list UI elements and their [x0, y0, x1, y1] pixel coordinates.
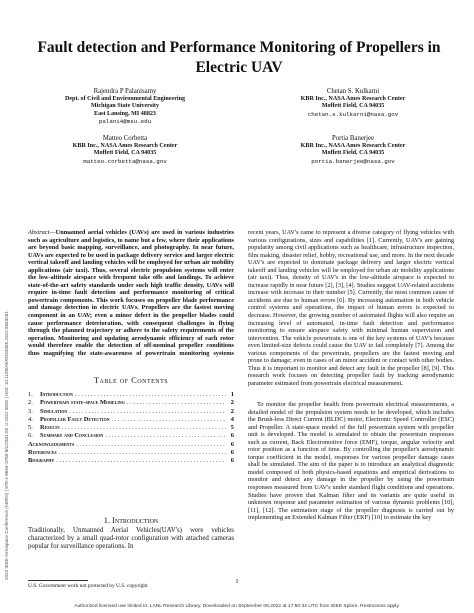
author-email[interactable]: palani4@msu.edu	[98, 118, 152, 125]
body-paragraph: To monitor the propeller health from powertrain electrical measurements, a detailed model of the propulsion system needs to be developed, which includes the Brush-less Direct Current (BLDC) motor, Electronic Speed Controller (ESC) and Propeller. A state-space model of the full powertrain system with propeller unit is developed. The model is simulated to obtain the powertrain responses such as current, Back Electromotive force (EMF), torque, angular velocity and rotor position as a function of time. By controlling the propeller's aerodynamic torque coefficient in the model, responses for various propeller damage cases shall be simulated. The aim of the paper is to introduce an analytical diagnostic model composed of both physics-based equations and empirical derivations to monitor and detect any damage in the propeller by using the powertrain responses measured from UAV's under standard flight conditions and operations. Studies have proven that Kalman filter and its variants are quite useful in unknown response and parameter estimation of various dynamic problems [10], [11], [12]. The estimation stage of the propeller diagnosis is carried out by implementing an Extended Kalman Filter (EKF) [10] to estimate the key	[248, 401, 454, 522]
toc-item-label: Powertrain state-space Modeling	[40, 399, 125, 407]
toc-item-number: 5.	[28, 424, 33, 431]
body-paragraph-block	[248, 401, 454, 575]
abstract	[28, 229, 234, 357]
toc-item-number: 1.	[28, 391, 33, 398]
author-affiliation-line: East Lansing, MI 48823	[94, 110, 156, 117]
abstract-label: Abstract	[28, 229, 50, 236]
toc-item-page: 6	[230, 448, 234, 456]
author-affiliation-line: KBR Inc., NASA Ames Research Center	[300, 142, 406, 149]
footnote-divider	[28, 580, 88, 581]
toc-item-label: Summary and Conclusion	[40, 432, 104, 440]
toc-leader-dots	[59, 449, 226, 457]
toc-item-number: 2.	[28, 399, 33, 407]
body-paragraph: recent years, UAV's came to represent a diverse category of flying vehicles with various configurations, sizes and capabilities [1]. Currently, UAV's are gaining popularity among civil applications such as healthcare, infrastructure inspection, film making, disaster relief, hobby, recreational use, and more. In the next decade UAV's are expected to dominate package delivery and larger electric vertical takeoff and landing vehicles will be employed for urban air mobility applications (air taxi). Thus, density of UAV's in the low-altitude airspace is expected to increase rapidly in near future [2], [3], [4]. Studies suggest UAV-related accidents increase with increase in their number [5]. Currently, the most common cause of accidents are due to human errors [6]. By increasing automation in both vehicle control systems and operations, the impact of human errors is expected to decrease. However, the growing number of automated flights will also require an increasing level of automated, in-time fault detection and performance monitoring to ensure airspace safety with minimal human supervision and intervention. The vehicle powertrain is one of the key systems of UAV's because even limited-size defects could cause the UAV to fail completely [7]. Among the various components of the powertrain, propellers are the fastest moving and prone to damage; even in cases of an minor accident or contact with other bodies. Thus it is important to monitor and detect any fault in the propeller [8], [9]. This research work focuses on detecting propeller fault by tracking aerodynamic parameter estimated from powertrain electrical measurement.	[248, 229, 454, 387]
toc-leader-dots	[62, 424, 226, 432]
toc-item-page: 5	[230, 424, 234, 431]
author-email[interactable]: portia.banerjee@nasa.gov	[311, 157, 395, 165]
introduction-text: Traditionally, Unmanned Aerial Vehicles(UAV's) were vehicles characterized by a small quad-rotor configuration with attached cameras popular for surveillance operations. In	[28, 527, 234, 551]
toc-item-page: 2	[230, 407, 234, 415]
author-name: Matteo Corbetta	[102, 135, 148, 142]
author-block	[253, 88, 453, 118]
author-block	[25, 135, 225, 165]
toc-item-number: 3.	[28, 407, 33, 415]
toc-title: Table of Contents	[93, 375, 169, 385]
side-identifier: 2022 IEEE Aerospace Conference (AERO) | 978-1-6654-3760-8/22/$31.00 ©2022 IEEE | DOI: 10.1109/AERO53065.2022.9843261	[4, 311, 9, 580]
copyright-footnote: U.S. Government work not protected by U.S. copyright	[28, 583, 148, 589]
author-affiliation-line: KBR Inc., NASA Ames Research Center	[300, 95, 406, 102]
toc-item-number: 4.	[28, 415, 33, 423]
toc-item[interactable]	[28, 441, 234, 449]
toc-leader-dots	[127, 399, 226, 407]
toc-item-label: Acknowledgments	[28, 440, 75, 448]
toc-leader-dots	[56, 457, 226, 465]
toc-leader-dots	[105, 432, 226, 440]
author-email[interactable]: chetan.s.kulkarni@nasa.gov	[307, 110, 399, 118]
toc-item[interactable]	[28, 416, 234, 424]
author-name: Chetan S. Kulkarni	[326, 88, 380, 95]
toc-item[interactable]	[28, 399, 234, 407]
abstract-dash: —	[49, 229, 56, 236]
author-email[interactable]: matteo.corbetta@nasa.gov	[83, 157, 167, 165]
author-affiliation-line: Michigan State University	[90, 103, 160, 109]
toc-item[interactable]	[28, 432, 234, 440]
toc-item-label: Propeller Fault Detection	[40, 415, 110, 423]
download-notice: Authorized licensed use limited to: LANL Research Library. Downloaded on September 08,2022 at 17:50:32 UTC from IEEE Xplore. Restrictions apply.	[74, 604, 400, 609]
author-affiliation-line: Moffett Field, CA 94035	[93, 150, 157, 156]
author-affiliation-line: Dept. of Civil and Environmental Engineering	[64, 95, 186, 102]
author-block	[253, 135, 453, 165]
toc-item-page: 1	[230, 391, 234, 398]
toc-item[interactable]	[28, 391, 234, 399]
author-block	[25, 88, 225, 126]
toc-leader-dots	[76, 441, 226, 449]
toc-leader-dots	[75, 391, 226, 399]
toc-item[interactable]	[28, 408, 234, 416]
toc-item[interactable]	[28, 457, 234, 465]
abstract-text: Unmanned aerial vehicles (UAVs) are used in various industries such as agriculture and logistics, to name but a few, where their applications are beyond basic mapping, surveillance, and photography. In near future, UAVs are expected to be used in package delivery service and larger electric vertical takeoff and landing vehicles will be employed for urban air mobility applications (air taxi). Thus, several electric propulsion systems will enter the low-altitude airspace with frequent take offs and landings. To achieve state-of-the-art safety standards under such high traffic density, UAVs will require in-time fault detection and performance monitoring of critical powertrain components. This work focuses on propeller blade performance and damage detection in electric UAVs. Propellers are the fastest moving component in an UAV; even a minor defect in the propeller blades could cause performance deterioration, with consequent challenges in flying through the planned trajectory or adhere to the safety requirements of the operation. Monitoring and updating aerodynamic efficiency of each rotor would therefore enable the detection of off-nominal propeller conditions thus magnifying the state-awareness of powertrain monitoring systems	[28, 229, 234, 357]
toc-item-label: Simulation	[40, 407, 68, 415]
page-number: 1	[235, 578, 239, 585]
toc-item-label: Biography	[28, 457, 55, 464]
author-name: Portia Banerjee	[331, 135, 375, 142]
toc-item-number: 6.	[28, 432, 33, 440]
author-affiliation-line: KBR Inc., NASA Ames Research Center	[72, 142, 178, 149]
toc-leader-dots	[112, 416, 227, 424]
paper-title: Fault detection and Performance Monitoring of Propellers in Electric UAV	[37, 39, 441, 76]
toc-item[interactable]	[28, 449, 234, 457]
toc-item-page: 6	[230, 440, 234, 448]
author-name: Rajendra P Palanisamy	[93, 88, 157, 95]
section-heading-introduction: 1. Introduction	[103, 516, 159, 525]
toc-item[interactable]	[28, 424, 234, 432]
toc-item-page: 4	[230, 415, 234, 423]
toc-item-label: References	[28, 448, 57, 456]
toc-leader-dots	[69, 408, 226, 416]
table-of-contents	[28, 391, 234, 465]
toc-item-page: 6	[230, 457, 234, 464]
author-affiliation-line: Moffett Field, CA 94035	[321, 103, 385, 109]
author-affiliation-line: Moffett Field, CA 94035	[321, 150, 385, 156]
toc-item-page: 2	[230, 399, 234, 407]
toc-item-label: Results	[40, 424, 60, 431]
toc-item-label: Introduction	[40, 391, 73, 398]
toc-item-page: 6	[230, 432, 234, 440]
